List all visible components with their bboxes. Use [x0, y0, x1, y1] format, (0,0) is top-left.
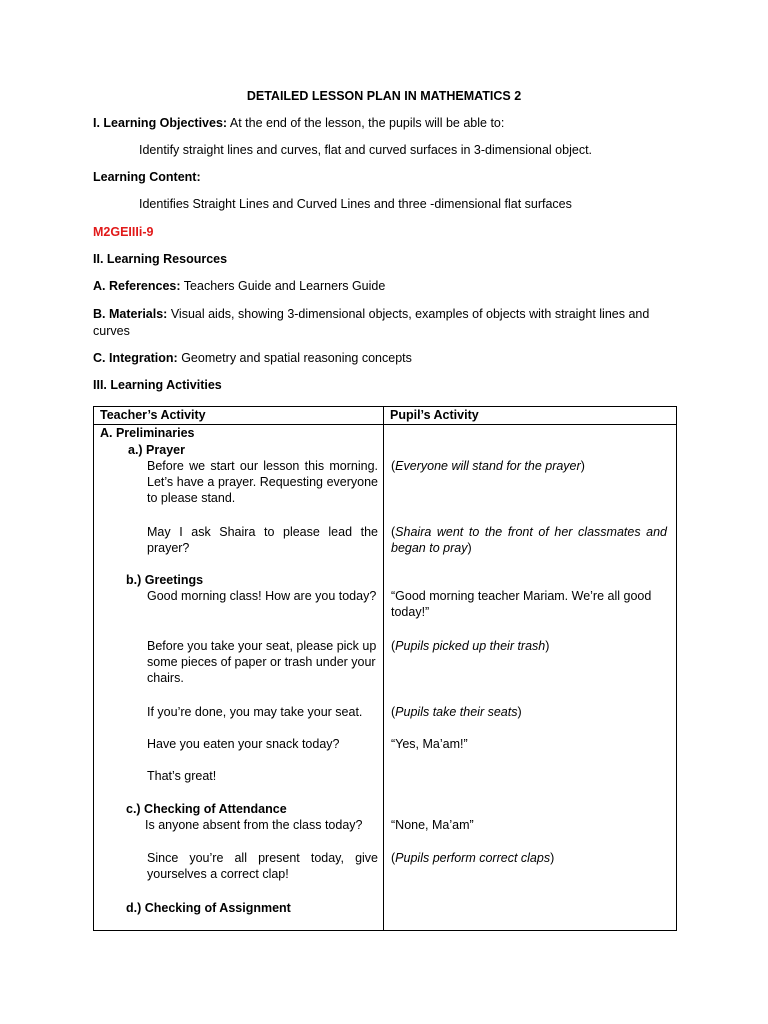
objectives-line: [93, 116, 504, 130]
attendance-heading: c.) Checking of Attendance: [126, 802, 287, 816]
objectives-label: I. Learning Objectives:: [93, 116, 228, 130]
references-label: A. References:: [93, 279, 181, 293]
teacher-prayer-request: Before we start our lesson this morning. Let’s have a prayer. Requesting everyone to please stand.: [147, 459, 378, 505]
pupil-prayer-stand: (Everyone will stand for the prayer): [391, 459, 585, 473]
greetings-heading: b.) Greetings: [126, 573, 204, 587]
activities-table: [93, 406, 677, 931]
pupil-clap: (Pupils perform correct claps): [391, 851, 555, 865]
teacher-activity-header: Teacher’s Activity: [94, 407, 384, 425]
page-title: DETAILED LESSON PLAN IN MATHEMATICS 2: [246, 89, 522, 103]
teacher-thats-great: That’s great!: [147, 769, 217, 783]
teacher-column: [94, 425, 384, 931]
teacher-snack-question: Have you eaten your snack today?: [147, 737, 340, 751]
references-text: Teachers Guide and Learners Guide: [180, 279, 386, 293]
preliminaries-heading: A. Preliminaries: [100, 426, 195, 440]
activities-heading: III. Learning Activities: [93, 378, 222, 392]
pupil-greeting-reply: “Good morning teacher Mariam. We’re all good today!”: [391, 589, 652, 619]
materials-line: [93, 306, 677, 340]
teacher-take-seat: If you’re done, you may take your seat.: [147, 705, 363, 719]
teacher-trash-request: Before you take your seat, please pick up some pieces of paper or trash under your chairs.: [147, 639, 377, 685]
table-body-row: [94, 425, 677, 931]
integration-line: [93, 351, 412, 365]
pupil-snack-reply: “Yes, Ma’am!”: [391, 737, 468, 751]
integration-text: Geometry and spatial reasoning concepts: [177, 351, 412, 365]
materials-text: Visual aids, showing 3-dimensional objects, examples of objects with straight lines and curves: [93, 307, 650, 338]
objectives-text: At the end of the lesson, the pupils will be able to:: [227, 116, 505, 130]
resources-heading: II. Learning Resources: [93, 252, 228, 266]
teacher-clap-request: Since you’re all present today, give yourselves a correct clap!: [147, 851, 378, 881]
competency-code: M2GEIIIi-9: [93, 225, 154, 239]
references-line: [93, 279, 385, 293]
table-header-row: [94, 407, 677, 425]
pupil-seats: (Pupils take their seats): [391, 705, 522, 719]
prayer-heading: a.) Prayer: [128, 443, 185, 457]
content-item: Identifies Straight Lines and Curved Lines and three -dimensional flat surfaces: [139, 197, 572, 211]
pupil-activity-header: Pupil’s Activity: [384, 407, 677, 425]
assignment-heading: d.) Checking of Assignment: [126, 901, 291, 915]
teacher-prayer-leader: May I ask Shaira to please lead the prayer?: [147, 525, 378, 555]
integration-label: C. Integration:: [93, 351, 178, 365]
pupil-prayer-lead: (Shaira went to the front of her classmates and began to pray): [391, 525, 667, 555]
teacher-absent-question: Is anyone absent from the class today?: [145, 818, 363, 832]
objectives-item: Identify straight lines and curves, flat and curved surfaces in 3-dimensional object.: [139, 143, 593, 157]
pupil-absent-reply: “None, Ma’am”: [391, 818, 474, 832]
teacher-greeting: Good morning class! How are you today?: [147, 589, 377, 603]
pupil-trash: (Pupils picked up their trash): [391, 639, 550, 653]
materials-label: B. Materials:: [93, 307, 168, 321]
pupil-column: [384, 425, 677, 931]
content-label: Learning Content:: [93, 170, 201, 184]
